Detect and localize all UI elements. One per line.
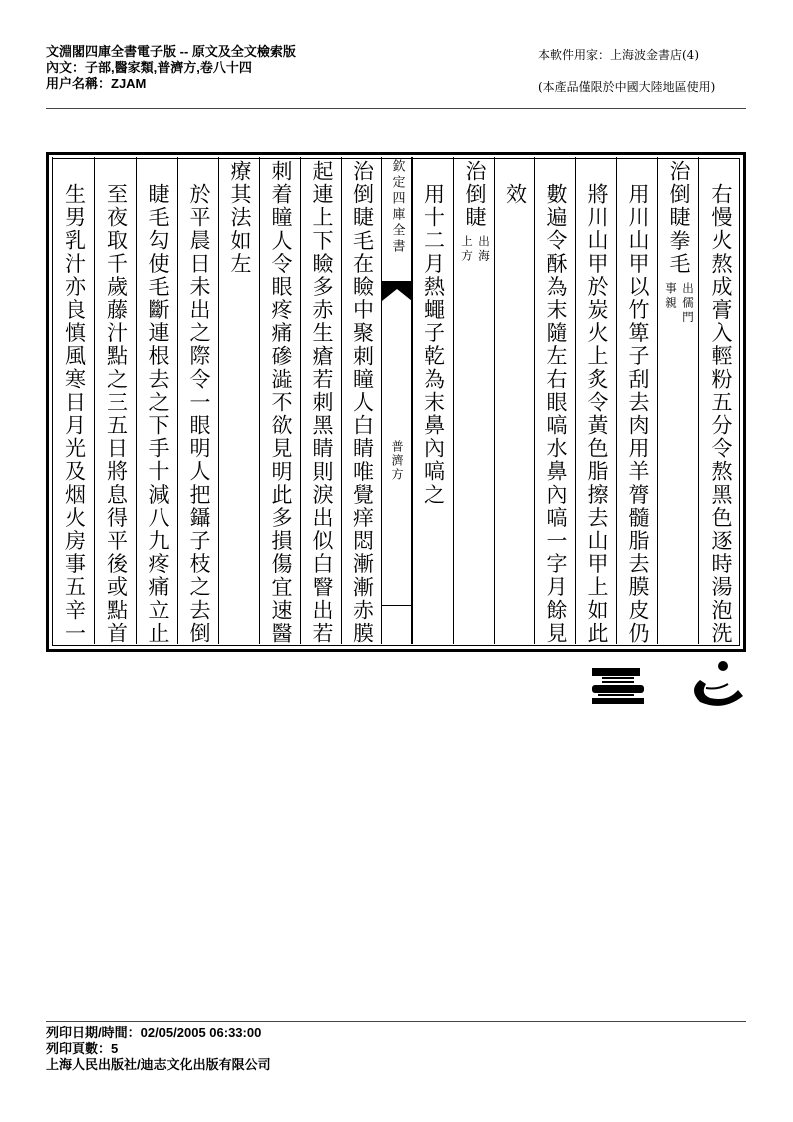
fishtail-mark-icon [382,281,412,303]
header-divider [46,108,746,109]
text-column [657,157,699,644]
column-text: 用川山甲以竹箄子刮去肉用羊膂髓脂去膜皮仍 [626,183,650,645]
column-text: 將川山甲於炭火上炙令黃色脂擦去山甲上如此 [585,183,609,645]
book-title: 普濟方 [390,440,404,482]
header-content-path: 內文：子部,醫家類,普濟方,卷八十四 [46,60,252,75]
header-licensee: 本軟件用家：上海波金書店(4) [538,48,699,62]
text-column [52,157,95,644]
column-text: 生男乳汁亦良慎風寒日月光及烟火房事五辛一 [62,183,87,645]
text-column [136,157,178,644]
text-column [616,157,658,644]
center-strip [381,157,413,644]
column-text: 治倒睫拳毛 [667,160,691,276]
text-column [259,157,301,644]
publisher-logo [588,660,748,710]
column-text: 睫毛勾使毛斷連根去之下手十減八九疼痛立止 [146,183,170,645]
brush-logo-icon [694,661,743,706]
column-text: 於平晨日未出之際令一眼明人把鑷子枝之去倒 [187,183,211,645]
source-note: 出儒門 [681,281,695,325]
center-strip-divider [382,605,412,606]
column-text: 效 [503,183,528,207]
footer-print-pages: 列印頁數：5 [46,1041,119,1056]
footer-print-datetime: 列印日期/時間：02/05/2005 06:33:00 [46,1025,262,1040]
footer-divider [46,1021,746,1022]
text-column [575,157,617,644]
header-restriction: (本產品僅限於中國大陸地區使用) [538,80,716,94]
header-user-name: 用户名稱：ZJAM [46,76,147,91]
header-title: 文淵閣四庫全書電子版 -- 原文及全文檢索版 [46,44,296,59]
text-column [300,157,342,644]
column-text: 右慢火熬成膏入輕粉五分令熬黑色逐時湯泡洗 [709,183,733,645]
source-note: 出海 [477,235,491,265]
text-column [494,157,535,644]
text-column [218,157,260,644]
column-text: 治倒睫毛在瞼中聚刺瞳人白睛唯覺痒悶漸漸赤膜 [350,160,375,646]
books-logo-icon [592,668,644,704]
column-text: 起連上下瞼多赤生瘡若刺黑睛則淚出似白瞖出若 [310,160,334,646]
column-text: 療其法如左 [228,160,252,276]
collection-title: 欽定四庫全書 [389,159,405,255]
column-text: 刺着瞳人令眼疼痛磣澁不欲見明此多損傷宜速醫 [269,160,293,646]
column-text: 用十二月熱蠅子乾為末鼻內嗃之 [421,183,446,507]
source-note: 上方 [460,235,474,265]
text-column [411,157,454,644]
source-note: 事親 [664,281,678,311]
text-column [453,157,495,644]
text-column [698,157,742,644]
footer-publisher: 上海人民出版社/迪志文化出版有限公司 [46,1057,271,1072]
column-text: 至夜取千歲藤汁點之三五日將息得平後或點首 [104,183,129,645]
text-column [177,157,219,644]
text-column [341,157,382,644]
text-column [534,157,576,644]
text-column [94,157,137,644]
column-text: 治倒睫 [463,160,487,230]
column-text: 數遍令酥為末隨左右眼嗃水鼻內嗃一字月餘見 [544,183,568,645]
